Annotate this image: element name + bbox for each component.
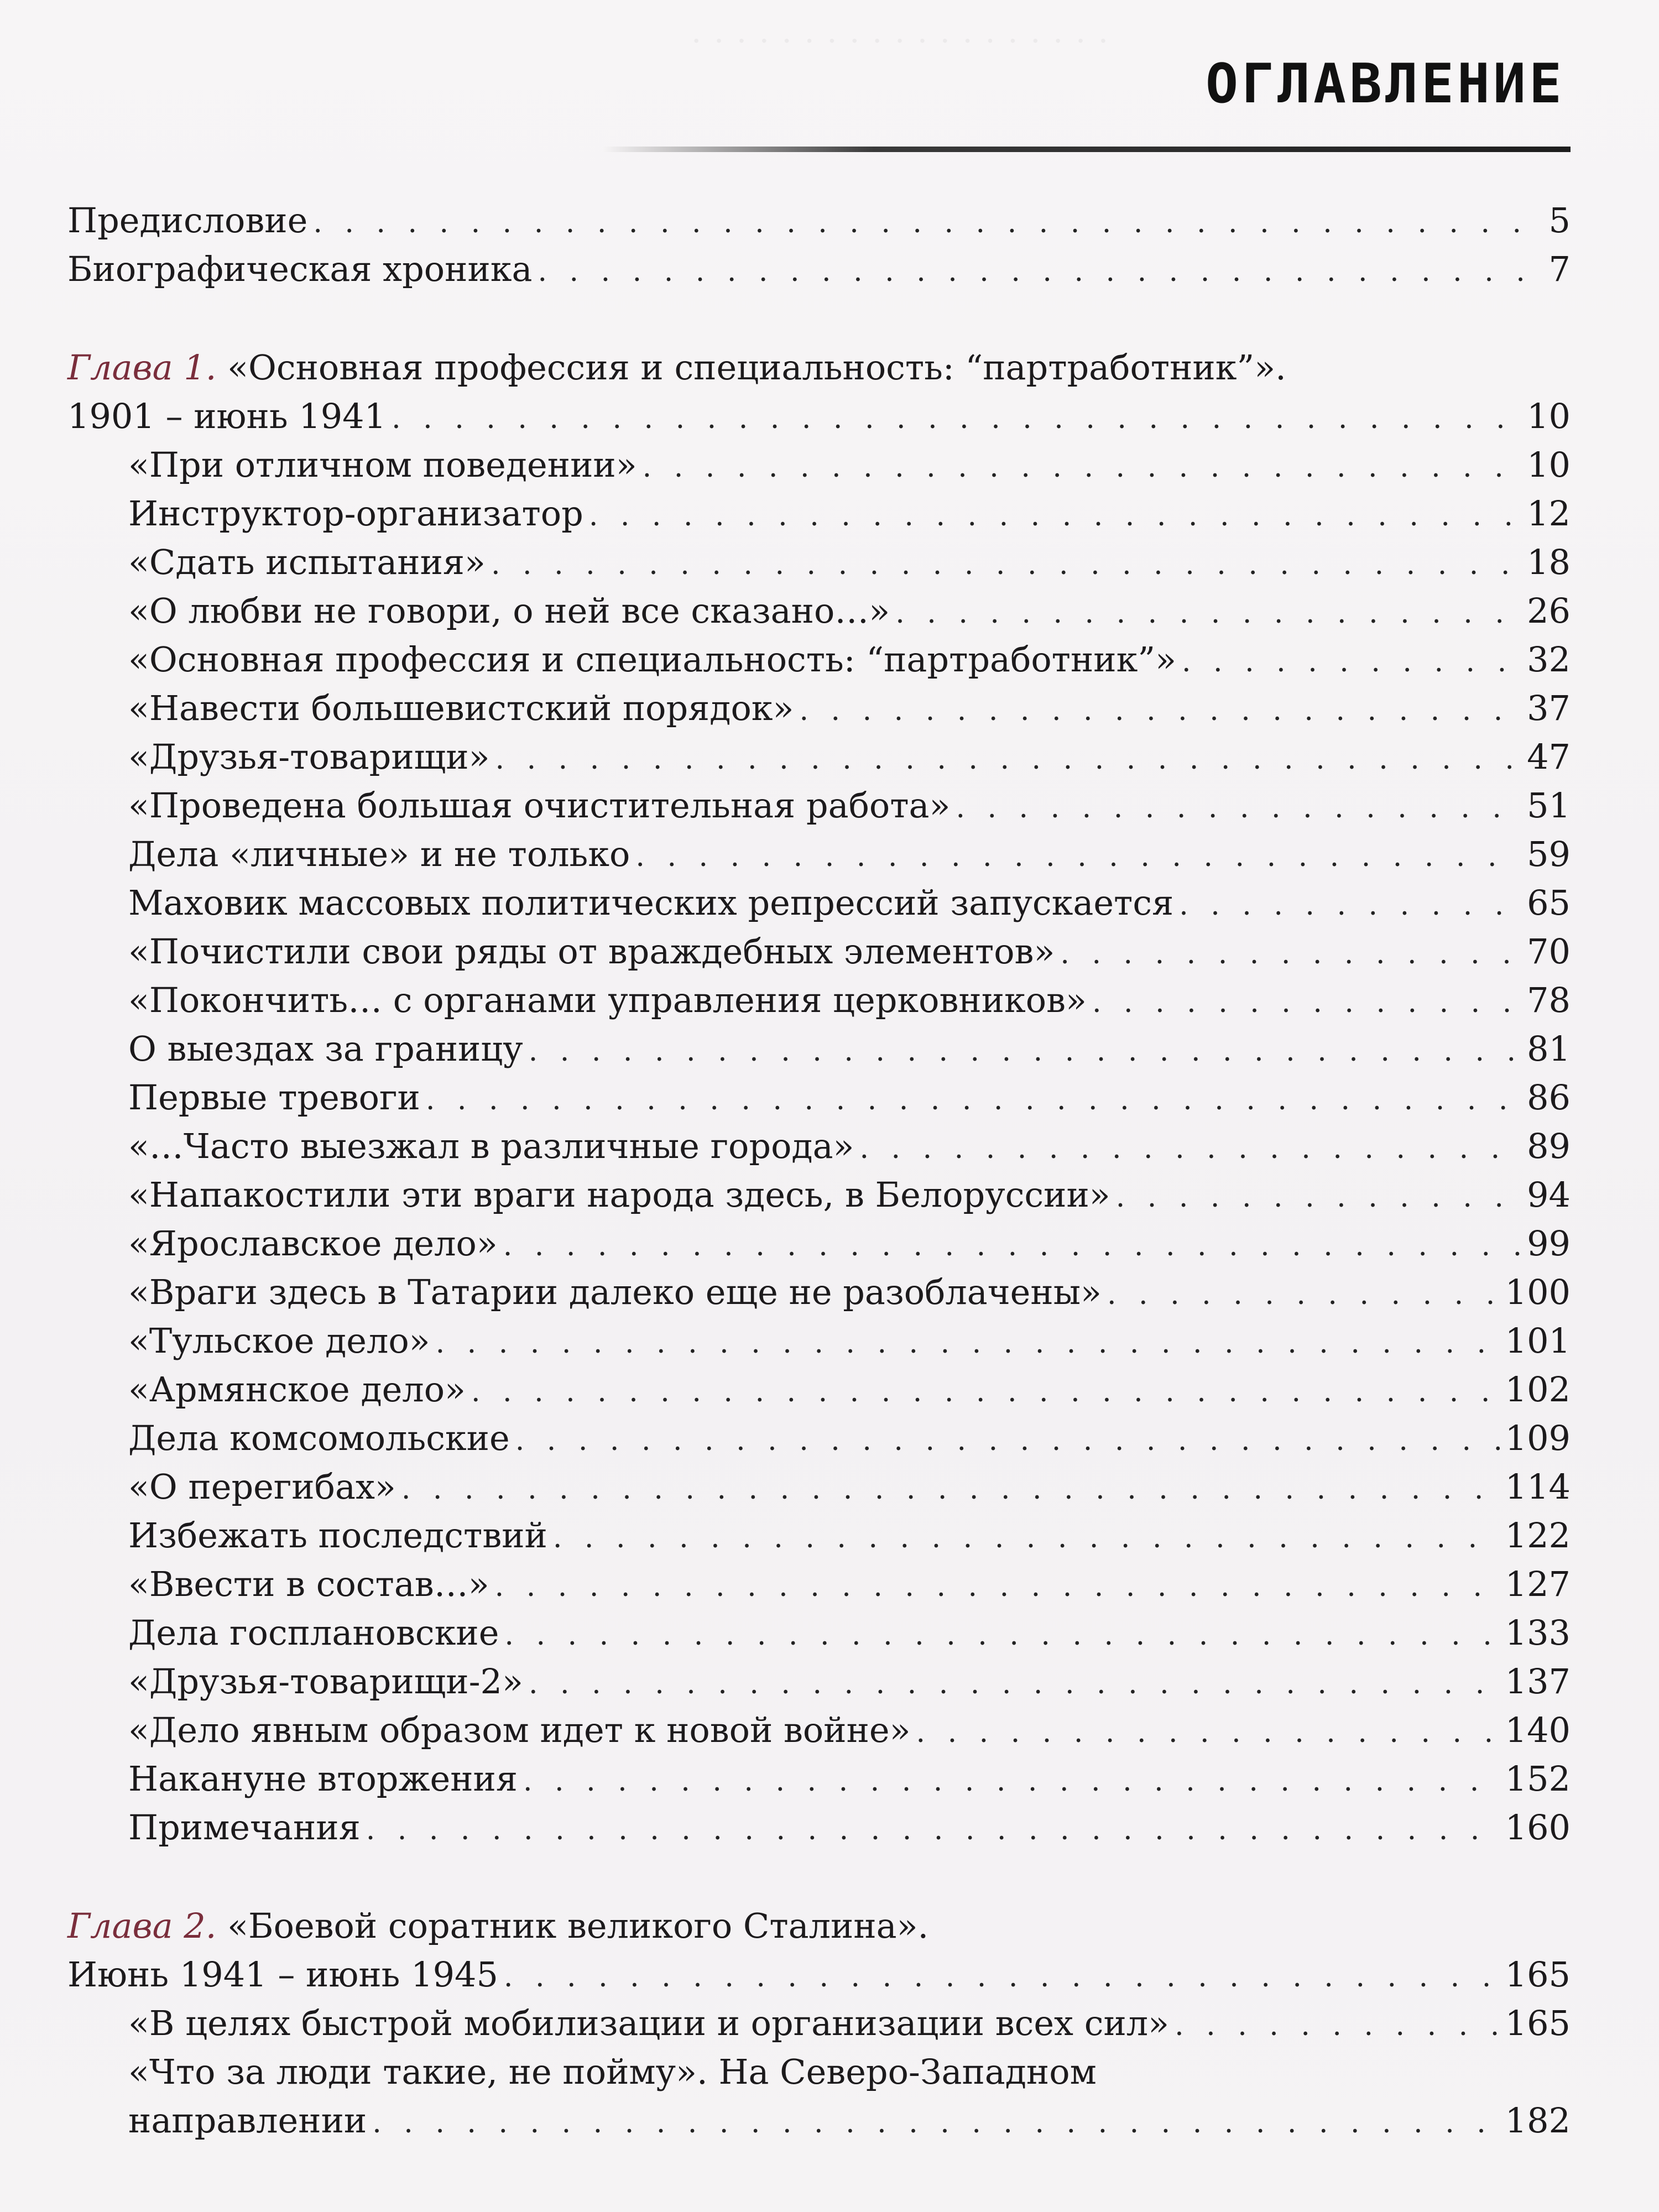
dot-leader: [372, 2099, 1499, 2147]
toc-entry-first-line: [67, 2048, 1571, 2096]
toc-entry: [67, 1706, 1571, 1755]
toc-entry: [67, 1317, 1571, 1365]
dot-leader: [523, 1757, 1500, 1806]
toc-entry: [67, 1414, 1571, 1463]
toc-entry-page: 133: [1505, 1613, 1571, 1653]
dot-leader: [401, 1465, 1500, 1514]
toc-entry-page: 122: [1505, 1515, 1571, 1556]
toc-entry: [67, 927, 1571, 976]
toc-entry-title: «Ярославское дело»: [128, 1223, 498, 1264]
chapter-period-entry: [67, 1950, 1571, 1999]
dot-leader: [1175, 2001, 1500, 2050]
toc-entry-page: 89: [1527, 1126, 1571, 1166]
toc-entry-page: 102: [1505, 1369, 1571, 1410]
toc-entry-page: 47: [1527, 737, 1571, 777]
toc-entry-page: 10: [1527, 396, 1571, 436]
toc-entry-page: 26: [1527, 591, 1571, 631]
chapter-label: Глава 2.: [67, 1906, 217, 1946]
chapter-heading: [67, 1902, 1571, 1950]
dot-leader: [916, 1708, 1500, 1757]
dot-leader: [895, 589, 1521, 638]
toc-entry-title: «О перегибах»: [128, 1467, 396, 1507]
chapter-period-entry: [67, 392, 1571, 441]
chapter-title: «Основная профессия и специальность: “партработник”».: [227, 347, 1286, 388]
toc-entry-page: 12: [1527, 493, 1571, 534]
toc-entry: [67, 1755, 1571, 1803]
toc-entry: [67, 684, 1571, 733]
toc-entry-title: Дела госплановские: [128, 1613, 499, 1653]
toc-entry-page: 32: [1527, 639, 1571, 680]
toc-entry-page: 109: [1505, 1418, 1571, 1458]
toc-entry-title: Биографическая хроника: [67, 249, 533, 289]
toc-entry-page: 114: [1505, 1467, 1571, 1507]
toc-entry: [67, 1609, 1571, 1657]
toc-entry-title: «Почистили свои ряды от враждебных элементов»: [128, 931, 1055, 972]
toc-entry-page: 140: [1505, 1710, 1571, 1750]
dot-leader: [538, 247, 1543, 296]
toc-entry: [67, 781, 1571, 830]
dot-leader: [436, 1319, 1500, 1368]
toc-entry-title: «Проведена большая очистительная работа»: [128, 785, 951, 826]
bleed-through-text: · · · · · · · · · · · · · · · · · · ·: [691, 22, 1110, 60]
dot-leader: [504, 1611, 1499, 1660]
toc-entry-page: 10: [1527, 445, 1571, 485]
dot-leader: [643, 443, 1521, 492]
dot-leader: [366, 1806, 1500, 1854]
toc-entry-title: Маховик массовых политических репрессий запускается: [128, 883, 1174, 923]
chapter-heading: [67, 343, 1571, 392]
toc-entry-title: «Навести большевистский порядок»: [128, 688, 794, 728]
dot-leader: [426, 1076, 1521, 1124]
toc-entry-page: 51: [1527, 785, 1571, 826]
dot-leader: [392, 394, 1521, 443]
dot-leader: [471, 1368, 1500, 1416]
toc-entry-title: «При отличном поведении»: [128, 445, 637, 485]
dot-leader: [1107, 1270, 1500, 1319]
dot-leader: [495, 1562, 1500, 1611]
dot-leader: [313, 199, 1543, 247]
page-title: ОГЛАВЛЕНИЕ: [1205, 53, 1565, 116]
toc-entry-title: «О любви не говори, о ней все сказано…»: [128, 591, 890, 631]
toc-entry: [67, 587, 1571, 635]
toc-entry-page: 94: [1527, 1175, 1571, 1215]
toc-entry-page: 37: [1527, 688, 1571, 728]
toc-entry-page: 70: [1527, 931, 1571, 972]
toc-entry-page: 7: [1548, 249, 1571, 289]
toc-entry-page: 165: [1505, 1954, 1571, 1995]
toc-entry-page: 127: [1505, 1564, 1571, 1604]
toc-entry: [67, 245, 1571, 294]
dot-leader: [515, 1416, 1500, 1465]
dot-leader: [1179, 881, 1521, 930]
toc-entry: [67, 1463, 1571, 1511]
toc-entry-title: «Враги здесь в Татарии далеко еще не разоблачены»: [128, 1272, 1102, 1312]
toc-entry: [67, 1171, 1571, 1219]
toc-entry-title: «Покончить… с органами управления церковников»: [128, 980, 1087, 1020]
dot-leader: [529, 1660, 1500, 1708]
table-of-contents: [67, 196, 1571, 2145]
toc-entry: [67, 1219, 1571, 1268]
toc-entry-continuation: [67, 2096, 1571, 2145]
toc-entry: [67, 538, 1571, 587]
toc-entry: [67, 1999, 1571, 2048]
toc-entry-title: Дела «личные» и не только: [128, 834, 630, 874]
dot-leader: [589, 492, 1521, 540]
toc-entry: [67, 1560, 1571, 1609]
toc-entry-title: «Напакостили эти враги народа здесь, в Белоруссии»: [128, 1175, 1110, 1215]
dot-leader: [491, 540, 1521, 589]
toc-entry-title: Первые тревоги: [128, 1077, 420, 1118]
toc-entry-page: 18: [1527, 542, 1571, 582]
dot-leader: [529, 1027, 1521, 1076]
dot-leader: [1116, 1173, 1521, 1222]
toc-entry-title: «…Часто выезжал в различные города»: [128, 1126, 854, 1166]
toc-entry-title: «Сдать испытания»: [128, 542, 486, 582]
toc-entry-title: «Друзья-товарищи-2»: [128, 1661, 523, 1702]
toc-entry-title: Дела комсомольские: [128, 1418, 510, 1458]
toc-entry-title: «Основная профессия и специальность: “партработник”»: [128, 639, 1176, 680]
toc-entry: [67, 830, 1571, 879]
toc-entry: [67, 733, 1571, 781]
toc-entry: [67, 635, 1571, 684]
toc-entry-title: Избежать последствий: [128, 1515, 547, 1556]
toc-entry-title: Инструктор-организатор: [128, 493, 583, 534]
chapter-period: 1901 – июнь 1941: [67, 396, 387, 436]
toc-entry-title: «Что за люди такие, не пойму». На Северо-Западном: [128, 2052, 1097, 2092]
toc-entry: [67, 1657, 1571, 1706]
dot-leader: [635, 832, 1521, 881]
dot-leader: [799, 686, 1521, 735]
dot-leader: [1060, 930, 1521, 978]
toc-entry-title: Примечания: [128, 1807, 361, 1848]
toc-entry-title: «Ввести в состав…»: [128, 1564, 489, 1604]
chapter-title: «Боевой соратник великого Сталина».: [227, 1906, 929, 1946]
toc-entry-title: «Друзья-товарищи»: [128, 737, 490, 777]
toc-entry-title: Накануне вторжения: [128, 1759, 518, 1799]
toc-entry-page: 86: [1527, 1077, 1571, 1118]
toc-entry-title: «В целях быстрой мобилизации и организации всех сил»: [128, 2003, 1170, 2043]
toc-entry-page: 65: [1527, 883, 1571, 923]
toc-entry-title: «Тульское дело»: [128, 1321, 430, 1361]
dot-leader: [1092, 978, 1521, 1027]
chapter1-sections: [67, 441, 1571, 1852]
toc-entry-page: 165: [1505, 2003, 1571, 2043]
toc-entry-page: 78: [1527, 980, 1571, 1020]
toc-entry-title: О выездах за границу: [128, 1029, 523, 1069]
toc-entry: [67, 1268, 1571, 1317]
dot-leader: [495, 735, 1522, 784]
toc-entry-title-continued: направлении: [128, 2100, 367, 2141]
dot-leader: [956, 784, 1521, 832]
toc-entry-page: 182: [1505, 2100, 1571, 2141]
toc-entry: [67, 441, 1571, 489]
toc-entry-page: 99: [1527, 1223, 1571, 1264]
toc-entry: [67, 1073, 1571, 1122]
toc-entry: [67, 1122, 1571, 1171]
toc-entry: [67, 489, 1571, 538]
toc-entry-page: 101: [1505, 1321, 1571, 1361]
toc-entry: [67, 1025, 1571, 1073]
toc-entry: [67, 1803, 1571, 1852]
toc-entry-page: 152: [1505, 1759, 1571, 1799]
chapter-label: Глава 1.: [67, 347, 217, 388]
toc-entry-title: «Армянское дело»: [128, 1369, 466, 1410]
toc-entry-page: 137: [1505, 1661, 1571, 1702]
toc-entry-page: 81: [1527, 1029, 1571, 1069]
toc-entry: [67, 196, 1571, 245]
toc-entry-page: 160: [1505, 1807, 1571, 1848]
chapter-period: Июнь 1941 – июнь 1945: [67, 1954, 498, 1995]
toc-entry-page: 59: [1527, 834, 1571, 874]
toc-entry: [67, 1511, 1571, 1560]
dot-leader: [503, 1222, 1521, 1270]
dot-leader: [504, 1953, 1500, 2001]
dot-leader: [553, 1514, 1500, 1562]
toc-entry: [67, 976, 1571, 1025]
toc-entry: [67, 1365, 1571, 1414]
toc-entry-title: «Дело явным образом идет к новой войне»: [128, 1710, 911, 1750]
dot-leader: [1182, 638, 1521, 686]
toc-entry-title: Предисловие: [67, 200, 308, 241]
toc-entry-page: 5: [1548, 200, 1571, 241]
title-rule: [603, 147, 1571, 152]
dot-leader: [859, 1124, 1521, 1173]
toc-entry-page: 100: [1505, 1272, 1571, 1312]
toc-entry: [67, 879, 1571, 927]
